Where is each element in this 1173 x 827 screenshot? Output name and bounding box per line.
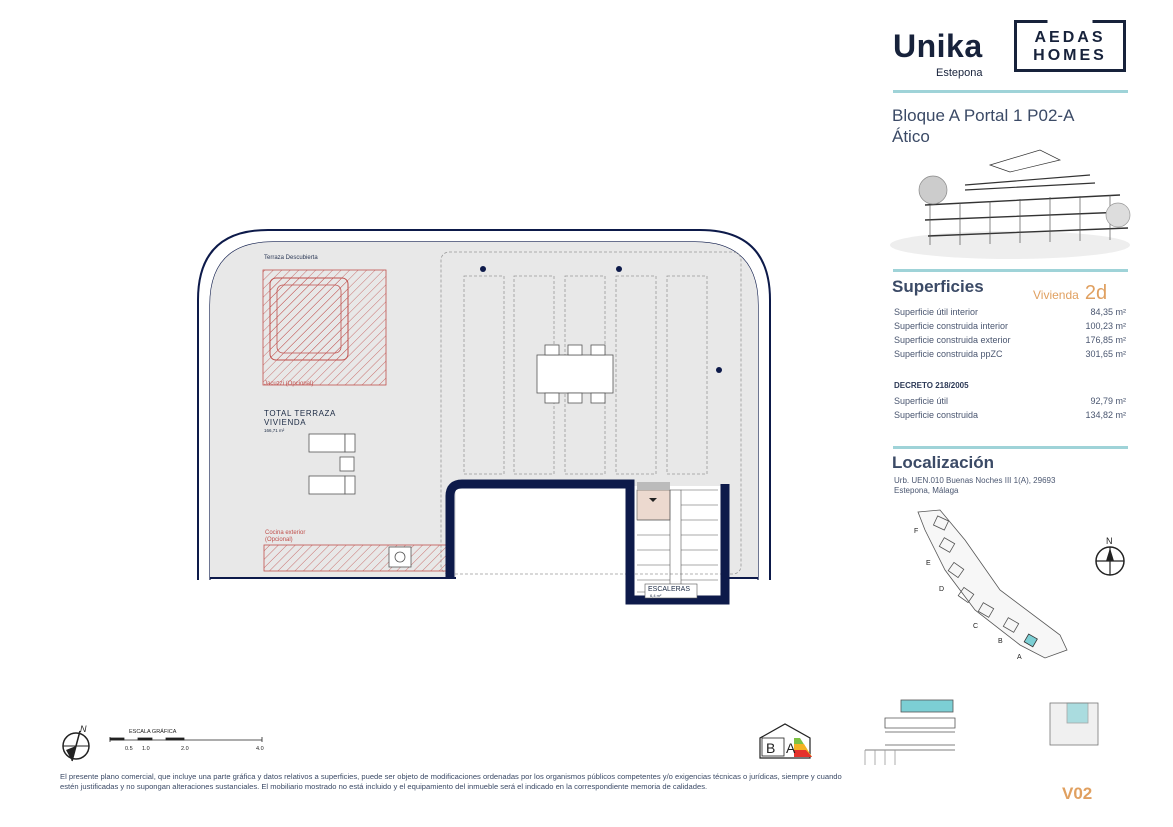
decreto-value: 134,82 m²: [1085, 410, 1126, 420]
terraza-label: Terraza Descubierta: [264, 255, 318, 261]
surface-value: 100,23 m²: [1085, 321, 1126, 331]
partner-line2: HOMES: [1033, 47, 1107, 64]
site-label-e: E: [926, 560, 931, 567]
scale-bar: [110, 737, 262, 742]
surface-value: 84,35 m²: [1090, 307, 1126, 317]
building-illustration: [890, 150, 1130, 259]
decreto-value: 92,79 m²: [1090, 396, 1126, 406]
dining-table: [537, 345, 613, 403]
brand-logo: Unika: [893, 28, 983, 64]
outdoor-kitchen: [264, 545, 450, 571]
surface-row: [894, 349, 1126, 359]
address: [894, 476, 1055, 496]
divider: [893, 446, 1128, 449]
floor-key-diagram: [1050, 703, 1098, 745]
partner-logo: [1014, 20, 1126, 72]
divider: [893, 90, 1128, 93]
surface-value: 176,85 m²: [1085, 335, 1126, 345]
decreto-label: Superficie construida: [894, 410, 979, 420]
escaleras-area: 6,4 m²: [650, 593, 662, 598]
notch-wall: [450, 484, 725, 600]
surface-row: [894, 321, 1126, 331]
site-label-c: C: [973, 623, 979, 630]
plan-north-label: N: [80, 724, 87, 734]
address-line2: Estepona, Málaga: [894, 486, 959, 495]
scale-tick-0: 0.5: [125, 746, 133, 752]
total-area: 166,71 m²: [264, 428, 285, 433]
surface-label: Superficie construida ppZC: [894, 349, 1003, 359]
energy-right: A: [786, 740, 796, 756]
unit-title-line2: Ático: [892, 127, 930, 146]
site-label-a: A: [1017, 654, 1022, 661]
unit-title: [892, 105, 1074, 147]
address-line1: Urb. UEN.010 Buenas Noches III 1(A), 29693: [894, 476, 1056, 485]
cocina-line2: (Opcional): [265, 537, 293, 543]
decreto-row: [894, 396, 1126, 406]
localizacion-heading: Localización: [892, 453, 995, 472]
site-map: [918, 510, 1067, 658]
energy-left: B: [766, 740, 776, 756]
stair-landing: [637, 490, 670, 520]
unit-type: [1033, 282, 1107, 305]
surface-label: Superficie útil interior: [894, 307, 979, 317]
cocina-line1: Cocina exterior: [265, 530, 306, 536]
surface-label: Superficie construida interior: [894, 321, 1009, 331]
scale-tick-2: 2.0: [181, 746, 189, 752]
superficies-heading: Superficies: [892, 277, 984, 296]
brand-location: Estepona: [936, 67, 983, 79]
scale-tick-1: 1.0: [142, 746, 150, 752]
version-label: V02: [1062, 784, 1093, 803]
jacuzzi: [263, 270, 386, 385]
partner-line1: AEDAS: [1034, 29, 1106, 46]
disclaimer: El presente plano comercial, que incluye una parte gráfica y datos relativos a superficies, puede ser objeto de modificaciones ordenadas por los organismos públicos competentes y/o exigencias técnicas o jurídicas, siempre y cuando estén justificadas y no supongan alteraciones sustanciales. El mobiliario mostrado no está incluido y el equipamiento del inmueble será el indicado en la correspondiente memoria de calidades.: [60, 772, 842, 791]
site-north-icon: [1096, 547, 1124, 575]
unit-type-value: 2d: [1084, 282, 1108, 304]
total-line2: VIVIENDA: [264, 418, 307, 427]
decreto-row: [894, 410, 1126, 420]
section-key-diagram: [865, 700, 955, 765]
site-label-d: D: [939, 586, 945, 593]
jacuzzi-label: Jacuzzi (Opcional): [264, 381, 314, 387]
plan-north-icon: [63, 731, 89, 761]
total-line1: TOTAL TERRAZA: [264, 409, 336, 418]
decreto-heading: DECRETO 218/2005: [894, 381, 969, 390]
site-label-b: B: [998, 638, 1003, 645]
unit-type-label: Vivienda: [1033, 288, 1079, 302]
escaleras-label: ESCALERAS: [648, 586, 691, 593]
surface-label: Superficie construida exterior: [894, 335, 1011, 345]
site-label-f: F: [914, 528, 919, 535]
surface-value: 301,65 m²: [1085, 349, 1126, 359]
divider: [893, 269, 1128, 272]
surface-row: [894, 335, 1126, 345]
unit-title-line1: Bloque A Portal 1 P02-A: [892, 106, 1075, 125]
scale-label: ESCALA GRÁFICA: [129, 729, 177, 735]
surface-row: [894, 307, 1126, 317]
site-north-label: N: [1106, 536, 1113, 546]
scale-tick-3: 4.0: [256, 746, 264, 752]
decreto-label: Superficie útil: [894, 396, 949, 406]
